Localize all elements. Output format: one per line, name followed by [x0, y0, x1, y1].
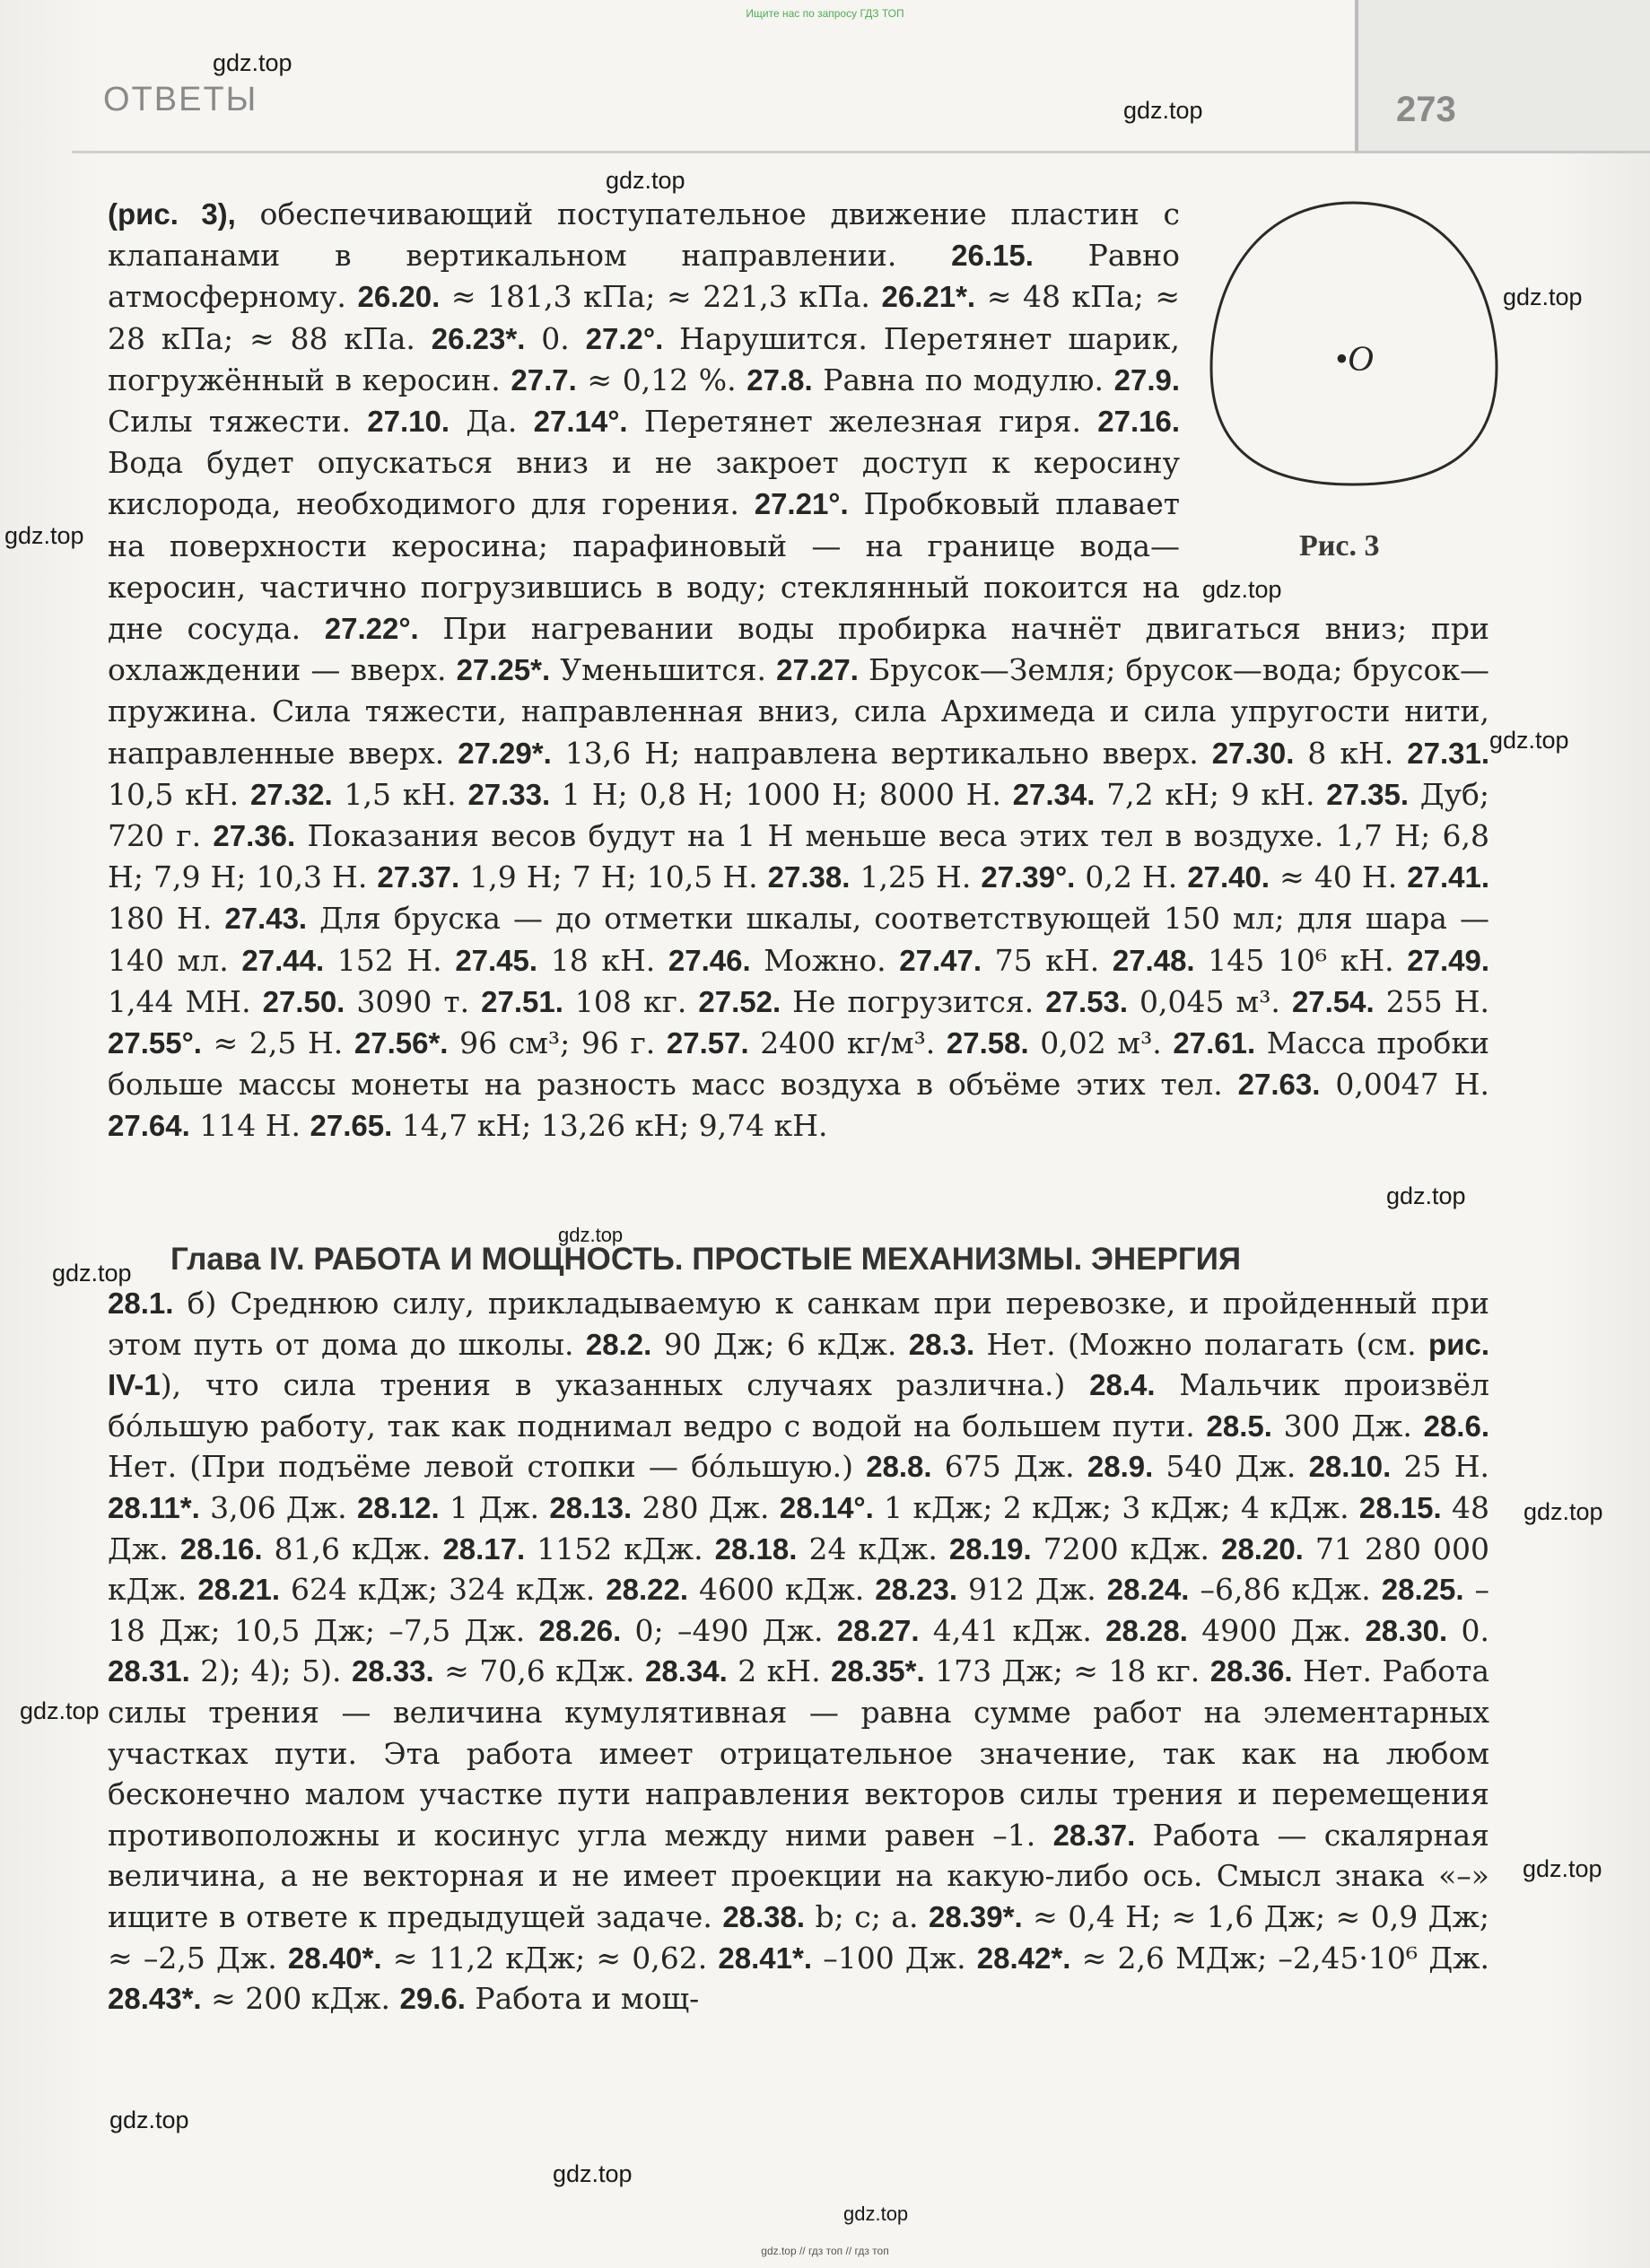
answer-text: Работа и мощ- [465, 1981, 700, 2017]
answer-text: Для бруска — до отметки шкалы, соответствующей 150 мл; для шара — 140 мл. [108, 901, 1489, 978]
running-head: ОТВЕТЫ [103, 81, 258, 118]
answer-text: 145 10⁶ кН. [1194, 942, 1408, 978]
answer-number: 27.39°. [981, 860, 1076, 894]
answer-number: 27.37. [377, 860, 460, 894]
answer-number: 28.19. [948, 1531, 1032, 1566]
answer-text: ≈ 0,12 %. [576, 362, 747, 397]
answer-text: ≈ 0,4 Н; ≈ 1,6 Дж; ≈ 0,9 Дж; ≈ –2,5 Дж. [108, 1898, 1489, 1976]
answer-text: б) Среднюю силу, прикладываемую к санкам при перевозке, и пройденный при этом путь от дома до школы. [108, 1286, 1489, 1362]
answer-number: 27.54. [1291, 984, 1375, 1018]
answer-number: 27.65. [310, 1109, 393, 1143]
answer-number: 27.16. [1097, 405, 1180, 439]
answer-number: 26.21*. [881, 280, 976, 314]
answer-number: рис. IV-1 [108, 1327, 1489, 1402]
answer-number: 27.45. [455, 943, 538, 977]
answer-number: 27.63. [1237, 1068, 1321, 1102]
answer-number: 27.8. [746, 362, 813, 397]
answer-text: –18 Дж; 10,5 Дж; –7,5 Дж. [108, 1572, 1489, 1648]
answer-number: 28.43*. [108, 1982, 202, 2016]
answer-text: ≈ 70,6 кДж. [433, 1653, 645, 1689]
answer-number: 28.1. [108, 1287, 174, 1320]
answer-text: 1,5 кН. [332, 776, 468, 812]
answer-number: 28.35*. [831, 1654, 925, 1688]
answer-text: 675 Дж. [931, 1449, 1087, 1485]
answer-number: 27.38. [767, 860, 851, 894]
answer-number: 27.27. [776, 653, 859, 687]
answer-text: 24 кДж. [797, 1531, 949, 1566]
answer-text: Вода будет опускаться вниз и не закроет доступ к керосину кислорода, необходимого для горения. [108, 445, 1180, 522]
answer-text: 48 Дж. [108, 1489, 1490, 1566]
answer-text: Не погрузится. [781, 983, 1046, 1019]
answers-text [108, 194, 1489, 1147]
answer-text: ≈ 200 кДж. [201, 1981, 400, 2017]
answer-text: 90 Дж; 6 кДж. [651, 1326, 909, 1362]
search-hint[interactable]: Ищите нас по запросу ГДЗ ТОП [746, 7, 904, 20]
answer-number: 28.24. [1106, 1573, 1190, 1607]
answer-number: 27.7. [511, 362, 577, 397]
answer-text: 152 Н. [324, 942, 456, 978]
answer-text: 0,2 Н. [1075, 859, 1188, 895]
answer-number: 28.6. [1423, 1409, 1489, 1443]
answer-number: 28.41*. [718, 1941, 813, 1975]
answer-text: Пробковый плавает на поверхности керосина; парафиновый — на границе вода—керосин, частично погрузившись в воду; стеклянный покоится на дне сосуда. [108, 486, 1180, 647]
answer-number: 28.11*. [108, 1490, 200, 1524]
answer-number: 28.8. [866, 1450, 932, 1484]
answer-text: 255 Н. [1374, 983, 1489, 1019]
answer-number: 27.61. [1173, 1026, 1256, 1060]
answer-number: 28.42*. [976, 1941, 1071, 1975]
answer-number: 27.2°. [585, 321, 664, 355]
answer-number: 27.10. [367, 405, 450, 439]
answer-number: (рис. 3), [108, 197, 236, 231]
answer-number: 28.18. [714, 1531, 798, 1566]
answer-text: 4600 кДж. [688, 1572, 876, 1608]
answer-number: 28.23. [875, 1573, 958, 1607]
answer-number: 28.14°. [779, 1490, 874, 1524]
answer-text: 1,9 Н; 7 Н; 10,5 Н. [459, 859, 768, 895]
answer-text: –100 Дж. [812, 1940, 977, 1976]
answer-text: 2400 кг/м³. [748, 1025, 947, 1061]
answer-text: 1,25 Н. [850, 859, 982, 895]
answer-text: Нет. (При подъёме левой стопки — бо́льшую.) [108, 1449, 867, 1485]
answer-number: 28.15. [1358, 1490, 1442, 1524]
answer-number: 26.23*. [431, 321, 526, 355]
answer-text: 75 кН. [982, 942, 1113, 978]
answer-number: 28.33. [351, 1654, 434, 1688]
answer-text: 18 кН. [537, 942, 668, 978]
figure-float-spacer [1180, 194, 1489, 571]
watermark: gdz.top [1386, 1182, 1466, 1209]
answer-text: 1 Дж. [439, 1489, 550, 1525]
page-number: 273 [1396, 90, 1456, 129]
answer-text: При нагревании воды пробирка начнёт двигаться вниз; при охлаждении — вверх. [108, 611, 1489, 688]
answer-text: 7200 кДж. [1031, 1531, 1222, 1566]
answer-number: 28.36. [1209, 1654, 1293, 1688]
answer-text: 10,5 кН. [108, 776, 250, 812]
chapter-heading: Глава IV. РАБОТА И МОЩНОСТЬ. ПРОСТЫЕ МЕХАНИЗМЫ. ЭНЕРГИЯ [170, 1242, 1242, 1277]
watermark: gdz.top [553, 2160, 633, 2187]
answer-number: 27.34. [1012, 777, 1096, 811]
answer-text: ≈ 40 Н. [1270, 859, 1408, 895]
answer-number: 28.34. [645, 1654, 728, 1688]
answer-text: 300 Дж. [1271, 1408, 1424, 1444]
watermark: gdz.top [1523, 1855, 1602, 1882]
answer-number: 27.22°. [324, 612, 419, 646]
answers-block-ch4 [108, 1283, 1489, 2019]
answer-number: 26.15. [951, 239, 1034, 273]
answer-text: 0. [1447, 1612, 1489, 1648]
answer-number: 28.13. [549, 1490, 633, 1524]
answer-number: 28.5. [1206, 1409, 1272, 1443]
footer-hint: gdz.top // гдз топ // гдз топ [761, 2245, 889, 2257]
answer-text: Масса пробки больше массы монеты на разность масс воздуха в объёме этих тел. [108, 1025, 1490, 1103]
answer-text: 624 кДж; 324 кДж. [280, 1572, 607, 1608]
watermark: gdz.top [1202, 576, 1282, 603]
answer-number: 28.9. [1087, 1450, 1154, 1484]
answer-text: Брусок—Земля; брусок—вода; брусок—пружина. Сила тяжести, направленная вниз, сила Архимеда и сила упругости нити, направленные вверх. [108, 652, 1489, 771]
answer-text: 0,0047 Н. [1320, 1067, 1489, 1103]
answer-text: Равна по модулю. [812, 362, 1114, 397]
answer-number: 28.20. [1221, 1531, 1304, 1566]
answer-number: 27.40. [1187, 860, 1270, 894]
answer-number: 27.51. [481, 984, 563, 1018]
answer-text: 4,41 кДж. [919, 1612, 1106, 1648]
answer-text: 0,02 м³. [1028, 1025, 1174, 1061]
page-number-tab [1355, 0, 1650, 153]
answer-number: 27.30. [1211, 736, 1295, 770]
answer-number: 28.38. [722, 1899, 806, 1933]
answer-number: 28.30. [1365, 1613, 1448, 1647]
answer-text: обеспечивающий поступательное движение пластин с клапанами в вертикальном направлении. [108, 196, 1180, 274]
watermark: gdz.top [1503, 284, 1583, 310]
answer-text: 280 Дж. [632, 1489, 780, 1525]
answer-number: 28.40*. [287, 1941, 382, 1975]
answers-block-ch3 [108, 194, 1489, 1147]
answers-text [108, 1283, 1489, 2019]
answer-text: b; c; a. [805, 1898, 930, 1934]
answer-text: 180 Н. [108, 901, 225, 937]
answer-text: ≈ 2,5 Н. [201, 1025, 354, 1061]
answer-number: 28.37. [1052, 1818, 1136, 1852]
answer-number: 28.17. [442, 1531, 526, 1566]
watermark: gdz.top [558, 1224, 624, 1246]
answer-number: 27.35. [1326, 777, 1409, 811]
answer-text: Перетянет железная гиря. [627, 404, 1098, 440]
answer-number: 27.43. [224, 902, 308, 936]
answer-number: 27.64. [108, 1109, 190, 1143]
watermark: gdz.top [1123, 97, 1203, 124]
answer-number: 27.31. [1407, 736, 1489, 770]
answer-text: 13,6 Н; направлена вертикально вверх. [551, 735, 1212, 771]
answer-number: 28.26. [538, 1613, 622, 1647]
watermark: gdz.top [843, 2203, 909, 2225]
answer-text: Мальчик произвёл бо́льшую работу, так как поднимал ведро с водой на большем пути. [108, 1367, 1489, 1444]
answer-text: 0; –490 Дж. [621, 1612, 837, 1648]
answer-text: 1,44 МН. [108, 983, 263, 1019]
answer-text: Да. [450, 404, 534, 440]
answer-number: 27.48. [1112, 943, 1195, 977]
answer-text: 3090 т. [345, 983, 482, 1019]
answer-number: 28.4. [1089, 1368, 1156, 1402]
answer-text: –6,86 кДж. [1189, 1572, 1382, 1608]
answer-number: 27.56*. [354, 1026, 449, 1060]
answer-text: 25 Н. [1391, 1449, 1489, 1485]
answer-number: 27.53. [1045, 984, 1128, 1018]
answer-text: 173 Дж; ≈ 18 кг. [924, 1653, 1210, 1689]
answer-number: 26.20. [357, 280, 441, 314]
answer-number: 27.9. [1113, 362, 1181, 397]
answer-number: 27.47. [899, 943, 982, 977]
answer-text: 912 Дж. [957, 1572, 1107, 1608]
answer-text: 1 Н; 0,8 Н; 1000 Н; 8000 Н. [550, 776, 1013, 812]
answer-number: 28.27. [836, 1613, 920, 1647]
answer-number: 27.52. [698, 984, 781, 1018]
answer-text: 8 кН. [1294, 735, 1408, 771]
answer-number: 27.49. [1407, 943, 1489, 977]
answer-text: 1 кДж; 2 кДж; 3 кДж; 4 кДж. [873, 1489, 1359, 1525]
answer-number: 27.21°. [754, 487, 849, 521]
point-o-label: •O [1335, 338, 1374, 379]
answer-text: ≈ 48 кПа; ≈ 28 кПа; ≈ 88 кПа. [108, 279, 1181, 356]
answer-text: 4900 Дж. [1187, 1612, 1366, 1648]
watermark: gdz.top [606, 167, 685, 194]
answer-number: 28.39*. [929, 1899, 1023, 1933]
answer-text: 71 280 000 кДж. [108, 1531, 1489, 1608]
answer-number: 28.25. [1381, 1573, 1464, 1607]
answer-number: 28.3. [908, 1327, 975, 1361]
answer-number: 29.6. [399, 1982, 466, 2016]
answer-text: 540 Дж. [1153, 1449, 1309, 1485]
answer-number: 28.28. [1105, 1613, 1188, 1647]
answer-number: 28.16. [179, 1531, 263, 1566]
answer-text: ), что сила трения в указанных случаях различна.) [160, 1367, 1090, 1403]
answer-number: 27.41. [1407, 860, 1490, 894]
figure-caption: Рис. 3 [1299, 529, 1380, 563]
answer-text: 114 Н. [189, 1108, 310, 1144]
answer-text: ≈ 11,2 кДж; ≈ 0,62. [381, 1940, 719, 1976]
answer-number: 27.36. [213, 819, 296, 853]
answer-number: 27.33. [467, 777, 551, 811]
answer-text: ≈ 2,6 МДж; –2,45·10⁶ Дж. [1070, 1940, 1489, 1976]
answer-text: 14,7 кН; 13,26 кН; 9,74 кН. [392, 1108, 828, 1144]
answer-number: 28.10. [1308, 1450, 1392, 1484]
answer-text: 2 кН. [727, 1653, 832, 1689]
answer-text: 0,045 м³. [1128, 983, 1292, 1019]
watermark: gdz.top [213, 49, 292, 76]
answer-text: 2); 4); 5). [189, 1653, 352, 1689]
answer-text: Дуб; 720 г. [108, 776, 1490, 854]
watermark: gdz.top [52, 1260, 132, 1287]
answer-text: ≈ 181,3 кПа; ≈ 221,3 кПа. [440, 279, 882, 315]
answer-text: 81,6 кДж. [262, 1531, 443, 1566]
answer-number: 28.22. [606, 1573, 689, 1607]
answer-number: 27.46. [668, 943, 751, 977]
answer-number: 28.21. [197, 1573, 281, 1607]
answer-text: 96 см³; 96 г. [448, 1025, 667, 1061]
watermark: gdz.top [1489, 727, 1569, 754]
answer-number: 27.57. [666, 1026, 749, 1060]
answer-text: 0. [525, 320, 586, 356]
answer-number: 28.12. [356, 1490, 440, 1524]
watermark: gdz.top [1523, 1498, 1603, 1525]
answer-number: 27.14°. [533, 405, 628, 439]
answer-text: Показания весов будут на 1 Н меньше веса этих тел в воздухе. 1,7 Н; 6,8 Н; 7,9 Н; 10,3 Н. [108, 818, 1490, 895]
answer-text: Можно. [750, 942, 900, 978]
watermark: gdz.top [109, 2107, 189, 2133]
answer-text: Нарушится. Перетянет шарик, погружённый в керосин. [108, 320, 1180, 397]
answer-number: 28.2. [585, 1327, 652, 1361]
watermark: gdz.top [4, 522, 84, 549]
answer-number: 27.55°. [108, 1026, 202, 1060]
answer-number: 27.58. [946, 1026, 1029, 1060]
answer-number: 28.31. [108, 1654, 190, 1688]
answer-number: 27.32. [249, 777, 333, 811]
watermark: gdz.top [20, 1697, 100, 1724]
answer-number: 27.44. [241, 943, 325, 977]
answer-text: Нет. Работа силы трения — величина кумулятивная — равна сумме работ на элементарных участках пути. Эта работа имеет отрицательное значение, так как на любом бесконечно малом участке пути направления векторов силы трения и перемещения противоположны и косинус угла между ними равен –1. [108, 1653, 1490, 1853]
answer-number: 27.50. [262, 984, 345, 1018]
answer-text: 7,2 кН; 9 кН. [1095, 776, 1327, 812]
answer-text: 3,06 Дж. [199, 1489, 357, 1525]
answer-text: Работа — скалярная величина, а не векторная и не имеет проекции на какую-либо ось. Смысл знака «–» ищите в ответе к предыдущей задаче. [108, 1817, 1489, 1934]
answer-text: 108 кг. [563, 983, 699, 1019]
answer-number: 27.29*. [458, 736, 552, 770]
answer-text: Силы тяжести. [108, 404, 368, 440]
answer-number: 27.25*. [456, 653, 551, 687]
answer-text: Уменьшится. [550, 652, 777, 688]
answer-text: Равно атмосферному. [108, 238, 1180, 315]
answer-text: 1152 кДж. [525, 1531, 715, 1566]
answer-text: Нет. (Можно полагать (см. [974, 1326, 1429, 1362]
